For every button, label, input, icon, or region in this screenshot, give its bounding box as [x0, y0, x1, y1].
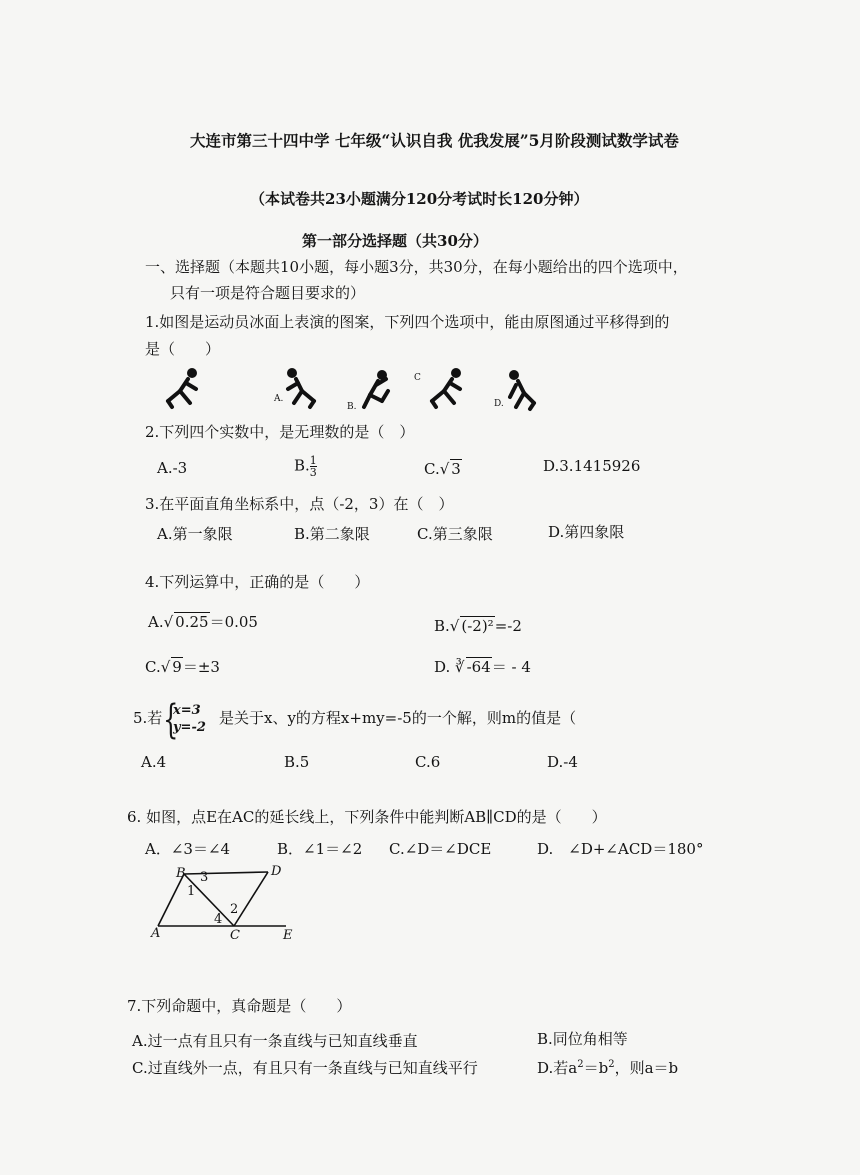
q5-option-b: B.5 — [284, 753, 310, 771]
q4-option-c-prefix: C. — [145, 658, 161, 676]
q2-option-c-prefix: C. — [424, 460, 440, 478]
q1-label-d: D. — [494, 399, 504, 409]
q2-option-c-radicand: 3 — [451, 460, 461, 478]
section-instructions-line2: 只有一项是符合题目要求的） — [170, 284, 366, 302]
q3-option-a: A.第一象限 — [157, 525, 233, 543]
q7-option-d — [537, 1057, 678, 1078]
q2-fraction-num: 1 — [309, 454, 317, 467]
q7-option-a: A.过一点有且只有一条直线与已知直线垂直 — [132, 1032, 418, 1050]
q4-option-c-radicand: 9 — [172, 658, 182, 676]
q4-option-c-rest: ＝±3 — [182, 658, 220, 676]
q4-option-a-rest: ＝0.05 — [209, 613, 258, 631]
q5-option-a: A.4 — [141, 753, 167, 771]
q4-option-d-prefix: D. ∛ — [434, 658, 465, 676]
q7-option-d-mid: ＝b — [583, 1059, 609, 1077]
q5-option-d: D.-4 — [547, 753, 578, 771]
q3-option-c: C.第三象限 — [417, 525, 493, 543]
part-heading: 第一部分选择题（共30分） — [302, 232, 488, 250]
q6-point-a: A — [151, 926, 161, 941]
q2-fraction-den: 3 — [309, 466, 317, 479]
q3-option-d: D.第四象限 — [548, 523, 625, 541]
q5-stem: 是关于x、y的方程x+my=-5的一个解，则m的值是（ — [219, 709, 577, 727]
q4-option-d-radicand: -64 — [466, 658, 491, 676]
skater-b-icon — [364, 370, 388, 407]
q4-option-d-rest: ＝ - 4 — [491, 658, 531, 676]
q1-label-b: B. — [347, 402, 357, 412]
section-instructions-line1: 一、选择题（本题共10小题，每小题3分，共30分，在每小题给出的四个选项中， — [145, 258, 688, 276]
q2-option-b-prefix: B. — [294, 456, 310, 475]
exam-title: 大连市第三十四中学 七年级“认识自我 优我发展”5月阶段测试数学试卷 — [190, 131, 679, 150]
q7-option-d-rest: ，则a＝b — [614, 1059, 679, 1077]
q1-label-a: A. — [274, 394, 284, 404]
q5-system — [173, 702, 206, 736]
skater-original-icon — [168, 368, 197, 407]
q6-point-b: B — [176, 866, 186, 881]
q2-option-a: A.-3 — [157, 459, 188, 477]
skater-a-icon — [287, 368, 314, 407]
skater-d-icon — [509, 370, 534, 409]
q6-stem: 6. 如图，点E在AC的延长线上，下列条件中能判断AB∥CD的是（ ） — [127, 808, 607, 826]
q7-option-d-sup2: 2 — [608, 1059, 615, 1070]
q6-angle-4: 4 — [214, 912, 223, 927]
q7-option-d-sup1: 2 — [577, 1059, 584, 1070]
q7-option-c: C.过直线外一点，有且只有一条直线与已知直线平行 — [132, 1059, 478, 1077]
q4-option-b-radicand: (-2)² — [461, 617, 494, 635]
q7-option-d-prefix: D.若a — [537, 1059, 578, 1077]
q2-fraction — [310, 455, 317, 478]
q4-option-c: C.√ 9＝±3 — [145, 658, 220, 676]
q7-stem: 7.下列命题中，真命题是（ ） — [127, 997, 352, 1015]
q2-option-c: C.√ 3 — [424, 460, 461, 478]
q4-option-b-prefix: B. — [434, 617, 450, 635]
q4-option-d — [434, 656, 531, 677]
q6-option-c: C.∠D＝∠DCE — [389, 840, 492, 858]
q4-stem: 4.下列运算中，正确的是（ ） — [145, 573, 370, 591]
q4-option-a: A.√ 0.25＝0.05 — [148, 613, 258, 631]
q5-system-eq2: y=-2 — [173, 720, 206, 735]
skater-c-icon — [432, 368, 461, 407]
q1-stem-line2: 是（ ） — [145, 340, 221, 358]
q6-point-c: C — [230, 928, 240, 943]
q3-stem: 3.在平面直角坐标系中，点（-2，3）在（ ） — [145, 495, 454, 513]
q6-point-e: E — [283, 928, 293, 943]
q6-angle-1: 1 — [187, 884, 196, 899]
q2-option-b — [294, 455, 317, 478]
q2-option-d: D.3.1415926 — [543, 457, 641, 475]
q4-option-a-prefix: A. — [148, 613, 164, 631]
q1-stem-line1: 1.如图是运动员冰面上表演的图案，下列四个选项中，能由原图通过平移得到的 — [145, 313, 670, 331]
q6-angle-3: 3 — [200, 870, 209, 885]
q6-angle-2: 2 — [230, 902, 239, 917]
q5-number: 5.若 — [133, 709, 163, 727]
q5-system-eq1: x=3 — [173, 703, 201, 718]
q5-option-c: C.6 — [415, 753, 441, 771]
q5-brace: { — [163, 697, 179, 743]
q2-stem: 2.下列四个实数中，是无理数的是（ ） — [145, 423, 415, 441]
exam-subtitle: （本试卷共23小题满分120分考试时长120分钟） — [250, 190, 589, 208]
q6-option-a: A．∠3＝∠4 — [145, 840, 231, 858]
q7-option-b: B.同位角相等 — [537, 1030, 628, 1048]
q4-option-a-radicand: 0.25 — [175, 613, 209, 631]
q4-option-b: B.√ (-2)²=-2 — [434, 617, 522, 635]
q6-option-d: D. ∠D+∠ACD＝180° — [537, 840, 704, 858]
q4-option-b-rest: =-2 — [494, 617, 522, 635]
q3-option-b: B.第二象限 — [294, 525, 370, 543]
q6-point-d: D — [271, 864, 282, 879]
q6-option-b: B．∠1＝∠2 — [277, 840, 363, 858]
q1-label-c: C — [414, 373, 421, 383]
